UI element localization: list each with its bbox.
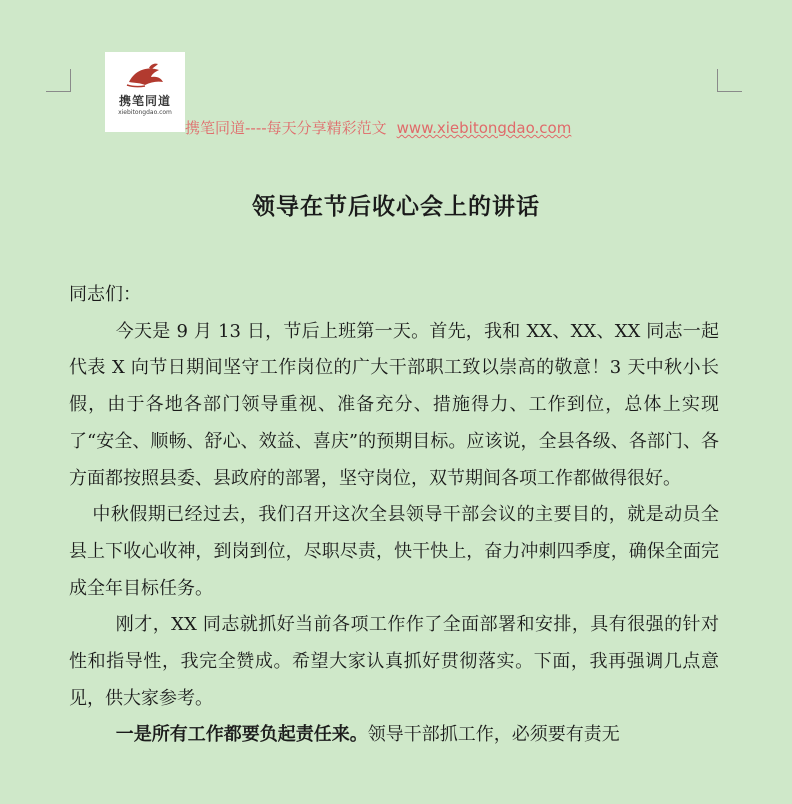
paragraph-point-1 xyxy=(69,717,719,754)
point-1-heading: 一是所有工作都要负起责任来。 xyxy=(115,724,368,746)
horse-icon xyxy=(105,52,185,96)
site-logo xyxy=(105,52,185,132)
salutation: 同志们： xyxy=(69,284,141,305)
banner-url-link[interactable]: www.xiebitongdao.com xyxy=(396,119,572,137)
logo-name: 携笔同道 xyxy=(118,94,171,108)
crop-mark-top-right xyxy=(717,69,742,92)
banner-text: 携笔同道----每天分享精彩范文 xyxy=(185,119,387,137)
paragraph: 刚才，XX 同志就抓好当前各项工作作了全面部署和安排，具有很强的针对性和指导性，我完全赞成。希望大家认真抓好贯彻落实。下面，我再强调几点意见，供大家参考。 xyxy=(69,614,719,709)
crop-mark-top-left xyxy=(46,69,71,92)
paragraph: 今天是 9 月 13 日，节后上班第一天。首先，我和 XX、XX、XX 同志一起代表 X 向节日期间坚守工作岗位的广大干部职工致以崇高的敬意！3 天中秋小长假，由于各地各部门领导重视、准备充分、措施得力、工作到位，总体上实现了“安全、顺畅、舒心、效益、喜庆”的预期目标。应该说，全县各级、各部门、各方面都按照县委、县政府的部署，坚守岗位，双节期间各项工作都做得很好。 xyxy=(69,320,719,489)
document-body xyxy=(69,277,719,754)
document-title: 领导在节后收心会上的讲话 xyxy=(252,193,540,220)
point-1-text: 领导干部抓工作，必须要有责无 xyxy=(367,724,620,746)
logo-url: xiebitongdao.com xyxy=(118,109,172,116)
site-banner xyxy=(185,117,571,138)
paragraph: 中秋假期已经过去，我们召开这次全县领导干部会议的主要目的，就是动员全县上下收心收神，到岗到位，尽职尽责，快干快上，奋力冲刺四季度，确保全面完成全年目标任务。 xyxy=(69,504,719,599)
